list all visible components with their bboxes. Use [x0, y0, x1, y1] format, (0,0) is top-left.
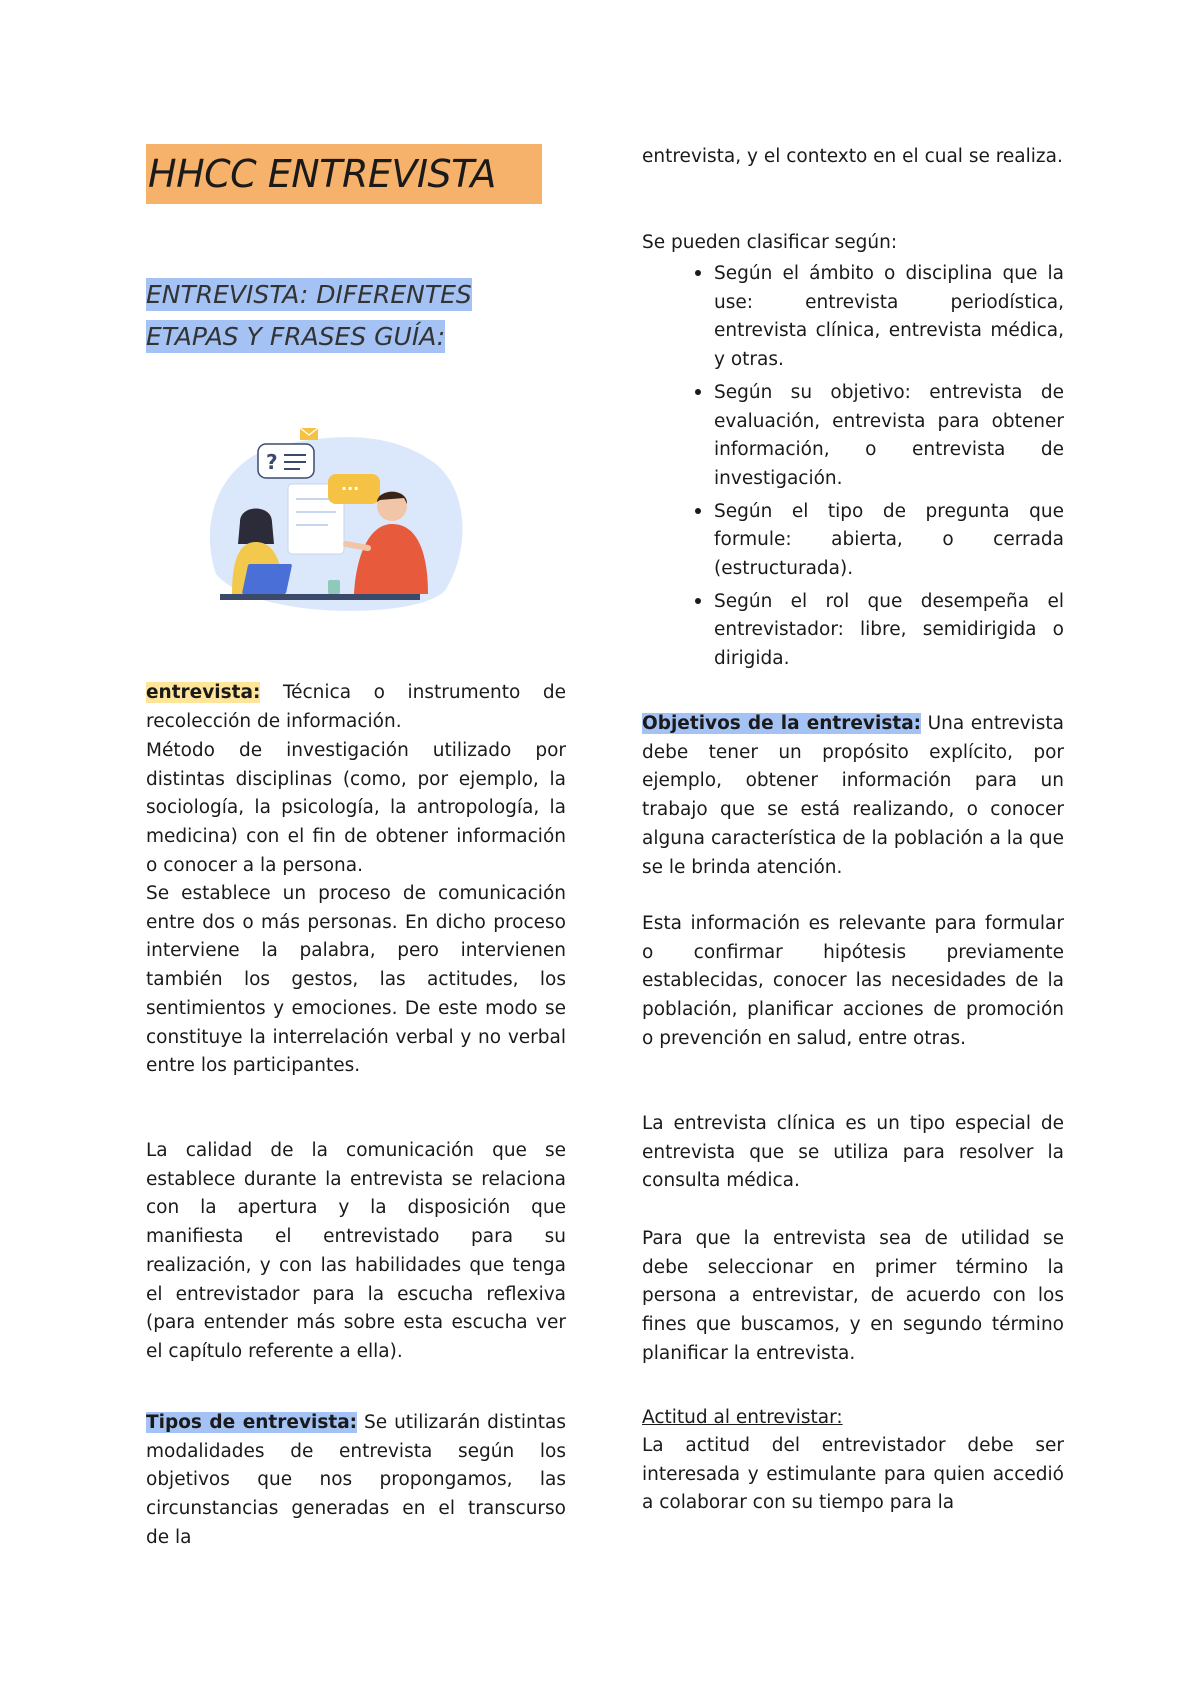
subtitle-line-1: ENTREVISTA: DIFERENTES [146, 280, 472, 309]
objectives-label: Objetivos de la entrevista: [642, 713, 922, 734]
objectives-text: Una entrevista debe tener un propósito explícito, por ejemplo, obtener información para un trabajo que se está realizando, o conocer alguna característica de la población a la que se le brinda atención. [642, 713, 1064, 878]
interview-illustration [196, 424, 472, 620]
selection-paragraph: Para que la entrevista sea de utilidad se debe seleccionar en primer término la persona a entrevistar, de acuerdo con los fines que buscamos, y en segundo término planificar la entrevista. [642, 1228, 1064, 1364]
definition-text: Técnica o instrumento de recolección de información. [146, 682, 566, 732]
method-paragraph: Método de investigación utilizado por distintas disciplinas (como, por ejemplo, la sociología, la psicología, la antropología, la medicina) con el fin de obtener información o conocer a la persona. [146, 740, 566, 876]
cup-icon [328, 580, 340, 594]
types-label: Tipos de entrevista: [146, 1412, 358, 1433]
list-item: • Según el rol que desempeña el entrevistador: libre, semidirigida o dirigida. [714, 586, 1064, 674]
communication-paragraph: Se establece un proceso de comunicación entre dos o más personas. En dicho proceso interviene la palabra, pero intervienen también los gestos, las actitudes, los sentimientos y emociones. De este modo se constituye la interrelación verbal y no verbal entre los participantes. [146, 883, 566, 1077]
list-item: • Según el tipo de pregunta que formule: abierta, o cerrada (estructurada). [714, 496, 1064, 584]
classify-intro: Se pueden clasificar según: [642, 232, 898, 253]
objectives-paragraph [642, 710, 1064, 882]
ellipsis-icon: ... [341, 475, 360, 494]
types-text: Se utilizarán distintas modalidades de entrevista según los objetivos que nos propongamos, las circunstancias generadas en el transcurso de la [146, 1412, 566, 1548]
list-item: • Según su objetivo: entrevista de evaluación, entrevista para obtener información, o entrevista de investigación. [714, 377, 1064, 494]
classification-list [642, 258, 1064, 676]
attitude-heading: Actitud al entrevistar: [642, 1407, 843, 1428]
clinical-paragraph: La entrevista clínica es un tipo especial de entrevista que se utiliza para resolver la consulta médica. [642, 1113, 1064, 1192]
section-subtitle [146, 274, 546, 358]
question-mark-icon: ? [266, 450, 278, 474]
page-title: HHCC ENTREVISTA [146, 144, 542, 204]
attitude-paragraph: La actitud del entrevistador debe ser interesada y estimulante para quien accedió a colaborar con su tiempo para la [642, 1435, 1064, 1514]
list-item: • Según el ámbito o disciplina que la use: entrevista periodística, entrevista clínica, entrevista médica, y otras. [714, 258, 1064, 375]
definition-paragraph [146, 679, 566, 736]
quality-paragraph: La calidad de la comunicación que se establece durante la entrevista se relaciona con la apertura y la disposición que manifiesta el entrevistado para su realización, y con las habilidades que tenga el entrevistador para la escucha reflexiva (para entender más sobre esta escucha ver el capítulo referente a ella). [146, 1140, 566, 1362]
context-paragraph: entrevista, y el contexto en el cual se realiza. [642, 146, 1063, 167]
table [220, 594, 420, 600]
types-paragraph [146, 1409, 566, 1553]
definition-label: entrevista: [146, 682, 261, 703]
relevance-paragraph: Esta información es relevante para formular o confirmar hipótesis previamente establecidas, conocer las necesidades de la población, planificar acciones de promoción o prevención en salud, entre otras. [642, 913, 1064, 1049]
laptop-icon [242, 564, 292, 594]
subtitle-line-2: ETAPAS Y FRASES GUÍA: [146, 322, 446, 351]
